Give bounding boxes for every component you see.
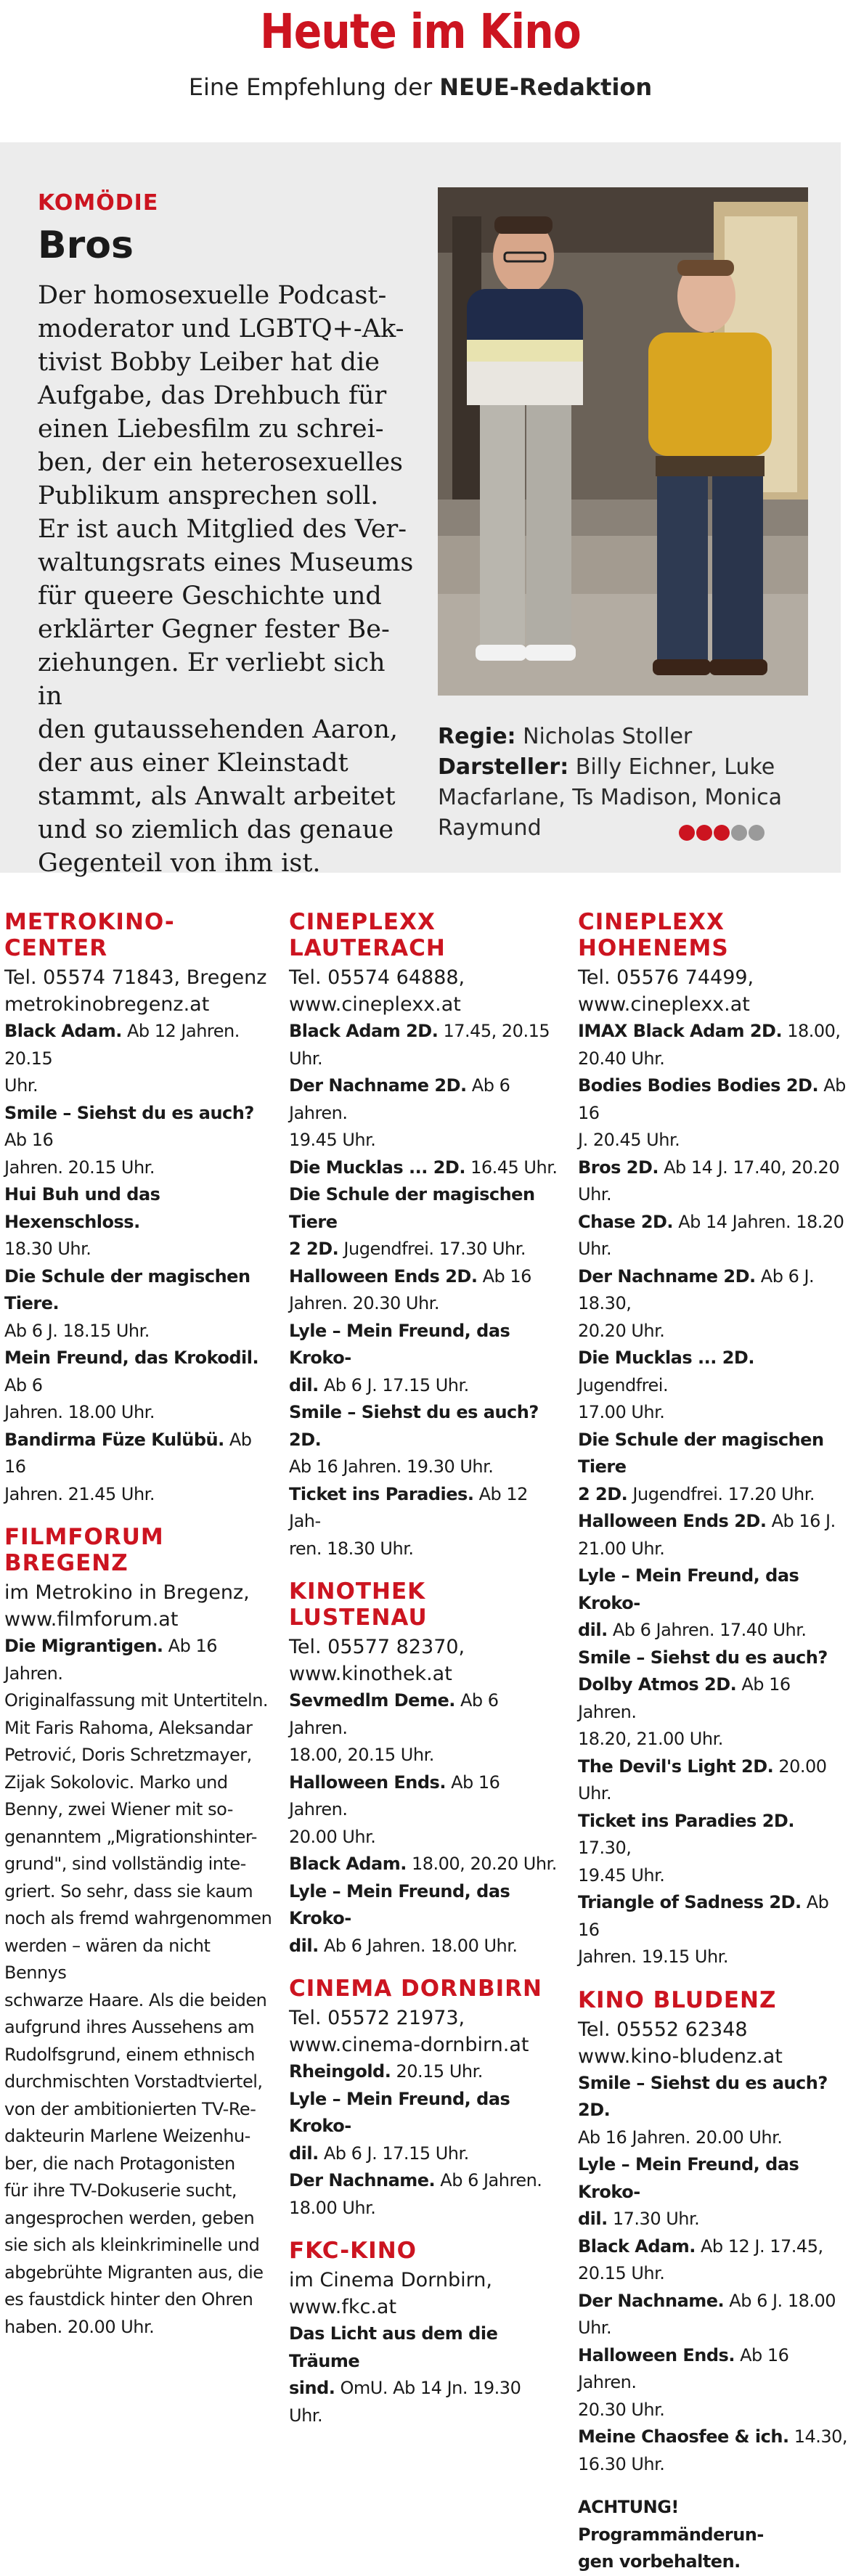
cast-value: Billy Eichner, Luke Macfarlane, Ts Madison, Monica Raymund	[438, 754, 783, 841]
section-gap	[4, 1508, 274, 1524]
film-title: Smile – Siehst du es auch?	[4, 1102, 254, 1123]
screening-entry	[578, 2494, 848, 2576]
film-title: Lyle – Mein Freund, das Kroko- dil.	[578, 1565, 799, 1640]
screening-details: Ab 16 Jahren. 20.00 Uhr.	[578, 2127, 783, 2148]
screening-details: Ab 6 J. 18.15 Uhr.	[4, 1320, 150, 1341]
cinema-name: FILMFORUM BREGENZ	[4, 1524, 164, 1576]
rating-dot-filled	[679, 825, 695, 841]
screening-details: Ab 6 J. 18.00 Uhr.	[578, 2290, 836, 2338]
cinema-section	[289, 909, 559, 1562]
film-title: Die Migrantigen.	[4, 1636, 163, 1656]
film-title: ACHTUNG! Programmänderun- gen vorbehalten.	[578, 2497, 764, 2572]
film-title: Der Nachname 2D.	[289, 1075, 467, 1096]
film-title: Rheingold.	[289, 2061, 391, 2082]
screening-entry	[578, 1209, 848, 1263]
film-title: Smile – Siehst du es auch? 2D.	[289, 1402, 539, 1450]
feature-genre: KOMÖDIE	[38, 190, 159, 216]
screening-details: 18.00, 20.20 Uhr.	[406, 1854, 557, 1874]
film-title: Die Mucklas ... 2D.	[578, 1348, 754, 1368]
screening-entry	[4, 1181, 274, 1263]
screening-details: Ab 14 J. 17.40, 20.20 Uhr.	[578, 1157, 840, 1205]
screening-details: Ab 16 Jahren. 21.45 Uhr.	[4, 1429, 252, 1504]
section-gap	[289, 1960, 559, 1976]
screening-list	[4, 1018, 274, 1508]
screening-entry	[289, 1018, 559, 1072]
screening-list	[289, 2320, 559, 2429]
cinema-contact: Tel. 05572 21973, www.cinema-dornbirn.at	[289, 2007, 529, 2056]
screening-entry	[578, 1562, 848, 1644]
screening-entry	[289, 1769, 559, 1851]
screening-entry	[578, 1889, 848, 1971]
screening-entry	[578, 2233, 848, 2288]
rating-dot-filled	[714, 825, 730, 841]
cinema-name: CINEMA DORNBIRN	[289, 1976, 542, 2002]
page-title: Heute im Kino	[260, 4, 581, 60]
film-title: Black Adam 2D.	[289, 1021, 439, 1041]
film-title: Smile – Siehst du es auch? 2D.	[578, 2072, 828, 2120]
screening-entry	[578, 2342, 848, 2424]
rating-dot-filled	[696, 825, 712, 841]
screening-entry	[289, 1318, 559, 1400]
screening-entry	[289, 1878, 559, 1960]
screening-details: 17.30, 19.45 Uhr.	[578, 1838, 665, 1886]
screening-entry	[578, 2288, 848, 2342]
screening-list	[578, 2494, 848, 2576]
screening-entry	[289, 1399, 559, 1481]
screening-list	[578, 1018, 848, 1971]
screening-details: 14.30, 16.30 Uhr.	[578, 2426, 848, 2474]
screening-entry	[578, 1154, 848, 1209]
cinema-section	[578, 2494, 848, 2576]
film-title: IMAX Black Adam 2D.	[578, 1021, 783, 1041]
screening-details: 16.45 Uhr.	[465, 1157, 558, 1178]
screening-details: Ab 6 J. 18.30, 20.20 Uhr.	[578, 1265, 815, 1341]
film-title: Die Schule der magischen Tiere.	[4, 1265, 250, 1313]
film-title: Bandirma Füze Kulübü.	[4, 1429, 224, 1450]
screening-entry	[578, 2070, 848, 2152]
screening-entry	[289, 1181, 559, 1263]
film-title: Black Adam.	[4, 1021, 122, 1041]
screening-entry	[289, 1263, 559, 1318]
screening-entry	[578, 2151, 848, 2233]
cinema-section	[289, 1578, 559, 1960]
subtitle-brand: NEUE-Redaktion	[439, 73, 653, 101]
screening-details: Ab 16 J. 20.45 Uhr.	[578, 1075, 846, 1150]
screening-entry	[578, 1427, 848, 1509]
screening-entry	[289, 2058, 559, 2086]
screening-entry	[578, 1263, 848, 1345]
film-title: Sevmedlm Deme.	[289, 1690, 455, 1711]
film-title: Das Licht aus dem die Träume sind.	[289, 2323, 498, 2398]
film-title: Mein Freund, das Krokodil.	[4, 1348, 259, 1368]
film-title: Black Adam.	[578, 2235, 696, 2257]
screening-details: Ab 16 J. 21.00 Uhr.	[578, 1511, 836, 1559]
screening-details: 20.15 Uhr.	[391, 2061, 483, 2082]
film-title: Triangle of Sadness 2D.	[578, 1892, 802, 1912]
screening-details: OmU. Ab 14 Jn. 19.30 Uhr.	[289, 2378, 521, 2426]
film-title: Die Schule der magischen Tiere 2 2D.	[578, 1429, 824, 1504]
film-title: Lyle – Mein Freund, das Kroko- dil.	[289, 1880, 510, 1956]
cinema-contact: Tel. 05577 82370, www.kinothek.at	[289, 1636, 465, 1685]
screening-details: 17.45, 20.15 Uhr.	[289, 1021, 550, 1069]
listing-column-1	[4, 909, 274, 2341]
film-title: Chase 2D.	[578, 1211, 674, 1232]
cinema-section	[289, 1976, 559, 2222]
feature-title: Bros	[38, 224, 134, 267]
screening-entry	[289, 1687, 559, 1769]
screening-details: Ab 14 Jahren. 18.20 Uhr.	[578, 1211, 844, 1259]
listing-column-3	[578, 909, 848, 2576]
cinema-name: FKC-KINO	[289, 2238, 417, 2264]
screening-entry	[578, 1808, 848, 1890]
film-title: Lyle – Mein Freund, das Kroko- dil.	[578, 2154, 799, 2229]
screening-entry	[578, 1345, 848, 1427]
rating-dot-empty	[731, 825, 747, 841]
rating-dot-empty	[749, 825, 765, 841]
film-title: Der Nachname 2D.	[578, 1265, 756, 1287]
screening-entry	[289, 1851, 559, 1878]
screening-details: Ab 6 J. 17.15 Uhr.	[318, 2143, 469, 2164]
screening-details: Ab 6 Jahren. 18.00 Uhr.	[289, 2170, 542, 2218]
screening-details: Ab 16 Jahren. 19.30 Uhr.	[289, 1456, 494, 1477]
film-title: Hui Buh und das Hexenschloss.	[4, 1184, 160, 1232]
director-value: Nicholas Stoller	[523, 724, 693, 749]
cinema-contact: im Metrokino in Bregenz, www.filmforum.at	[4, 1581, 250, 1631]
section-gap	[578, 1971, 848, 1987]
screening-list	[4, 1633, 274, 2341]
screening-entry	[578, 2424, 848, 2478]
screening-list	[289, 1018, 559, 1562]
screening-entry	[289, 1154, 559, 1182]
screening-details: Ab 6 Jahren. 19.45 Uhr.	[289, 1075, 510, 1150]
screening-entry	[289, 1072, 559, 1154]
film-title: The Devil's Light 2D.	[578, 1756, 774, 1777]
screening-details: Ab 16 Jahren. 20.15 Uhr.	[4, 1130, 155, 1178]
screening-list	[289, 2058, 559, 2222]
film-title: Smile – Siehst du es auch? Dolby Atmos 2D.	[578, 1647, 828, 1695]
screening-entry	[4, 1263, 274, 1345]
film-title: Die Mucklas ... 2D.	[289, 1157, 465, 1178]
screening-details: Ab 12 Jahren. 20.15 Uhr.	[4, 1021, 240, 1096]
screening-details: Ab 16 Jahren. 20.00 Uhr.	[289, 1772, 500, 1847]
screening-entry	[289, 2320, 559, 2429]
screening-details: 18.30 Uhr.	[4, 1239, 91, 1259]
film-title: Bros 2D.	[578, 1157, 659, 1178]
film-title: Lyle – Mein Freund, das Kroko- dil.	[289, 1320, 510, 1395]
screening-entry	[578, 1753, 848, 1808]
listing-column-2	[289, 909, 559, 2429]
cinema-section	[578, 909, 848, 1971]
cinema-section	[4, 909, 274, 1508]
screening-entry	[289, 1481, 559, 1563]
screening-details: Ab 12 J. 17.45, 20.15 Uhr.	[578, 2235, 823, 2283]
film-title: Meine Chaosfee & ich.	[578, 2426, 789, 2447]
screening-entry	[578, 1072, 848, 1154]
film-title: Der Nachname.	[578, 2290, 725, 2311]
screening-list	[289, 1687, 559, 1960]
screening-entry	[4, 1345, 274, 1427]
screening-entry	[578, 1018, 848, 1072]
screening-entry	[578, 1508, 848, 1562]
film-still-photo	[438, 187, 808, 696]
cinema-contact: Tel. 05574 71843, Bregenz metrokinobregenz.at	[4, 966, 267, 1016]
film-title: Halloween Ends 2D.	[289, 1265, 478, 1287]
screening-details: 18.00, 20.40 Uhr.	[578, 1021, 841, 1069]
film-still-illustration	[438, 187, 808, 696]
cinema-name: CINEPLEXX LAUTERACH	[289, 909, 446, 961]
cinema-name: METROKINO- CENTER	[4, 909, 175, 961]
screening-details: 20.00 Uhr.	[578, 1756, 827, 1803]
page-header	[0, 0, 841, 116]
page-subtitle	[0, 73, 841, 102]
film-title: Ticket ins Paradies 2D.	[578, 1810, 794, 1831]
film-title: Halloween Ends.	[578, 2344, 735, 2365]
screening-details: Ab 16 Jahren. 18.20, 21.00 Uhr.	[578, 1674, 791, 1749]
cinema-section	[4, 1524, 274, 2341]
film-title: Bodies Bodies Bodies 2D.	[578, 1075, 819, 1096]
film-title: Lyle – Mein Freund, das Kroko- dil.	[289, 2088, 510, 2164]
screening-details: 17.30 Uhr.	[607, 2209, 700, 2229]
director-label: Regie:	[438, 724, 516, 749]
screening-entry	[289, 2167, 559, 2222]
film-title: Der Nachname.	[289, 2170, 436, 2190]
screening-details: Jugendfrei. 17.20 Uhr.	[627, 1483, 815, 1504]
screening-details: Ab 6 Jahren. 18.00 Uhr.	[318, 1935, 518, 1956]
screening-details: Ab 16 Jahren. 20.30 Uhr.	[578, 2344, 789, 2420]
section-gap	[289, 2222, 559, 2238]
cinema-name: KINO BLUDENZ	[578, 1986, 777, 2013]
screening-details: Ab 12 Jah- ren. 18.30 Uhr.	[289, 1483, 528, 1559]
screening-entry	[4, 1427, 274, 1509]
film-title: Ticket ins Paradies.	[289, 1483, 474, 1504]
rating-dots	[679, 822, 765, 844]
section-gap	[289, 1562, 559, 1578]
feature-synopsis: Der homosexuelle Podcast- moderator und LGBTQ+-Ak- tivist Bobby Leiber hat die Aufgabe, das Drehbuch für einen Liebesfilm zu schrei- ben, der ein heterosexuelles Publikum ansprechen soll. Er ist auch Mitglied des Ver- waltungsrats eines Museums für queere Geschichte und erklärter Gegner fester Be- ziehungen. Er verliebt sich in den gutaussehenden Aaron, der aus einer Kleinstadt stammt, als Anwalt arbeitet und so ziemlich das genaue Gegenteil von ihm ist.	[38, 281, 414, 878]
cinema-name: CINEPLEXX HOHENEMS	[578, 909, 729, 961]
screening-entry	[4, 1100, 274, 1182]
cinema-name: KINOTHEK LUSTENAU	[289, 1578, 428, 1631]
screening-entry	[578, 1644, 848, 1753]
screening-details: Ab 6 Jahren. 18.00, 20.15 Uhr.	[289, 1690, 499, 1765]
cinema-contact: Tel. 05574 64888, www.cineplexx.at	[289, 966, 465, 1016]
screening-details: Ab 6 Jahren. 17.40 Uhr.	[607, 1620, 807, 1640]
screening-entry	[289, 2086, 559, 2168]
cinema-contact: Tel. 05576 74499, www.cineplexx.at	[578, 966, 754, 1016]
subtitle-prefix: Eine Empfehlung der	[188, 73, 440, 101]
film-title: Halloween Ends.	[289, 1772, 446, 1793]
screening-details: Ab 6 Jahren. 18.00 Uhr.	[4, 1374, 155, 1422]
screening-entry	[4, 1018, 274, 1100]
film-title: Die Schule der magischen Tiere 2 2D.	[289, 1184, 535, 1259]
screening-details: Ab 16 Jahren. 20.30 Uhr.	[289, 1265, 531, 1313]
screening-details: Jugendfrei. 17.30 Uhr.	[338, 1239, 526, 1259]
screening-details: Ab 16 Jahren. 19.15 Uhr.	[578, 1892, 829, 1967]
screening-list	[578, 2070, 848, 2479]
section-gap	[578, 2478, 848, 2494]
cinema-section	[289, 2238, 559, 2429]
cast-label: Darsteller:	[438, 754, 569, 780]
cinema-contact: Tel. 05552 62348 www.kino-bludenz.at	[578, 2018, 783, 2068]
film-title: Halloween Ends 2D.	[578, 1511, 767, 1531]
cinema-section	[578, 1987, 848, 2479]
film-title: Black Adam.	[289, 1854, 407, 1874]
screening-details: Ab 16 Jahren. Originalfassung mit Untertiteln. Mit Faris Rahoma, Aleksandar Petrović, Doris Schretzmayer, Zijak Sokolovic. Marko und Benny, zwei Wiener mit so- genanntem „Migrationshinter- grund", sind vollständig inte- griert. So sehr, dass sie kaum noch als fremd wahrgenommen werden – wären da nicht Bennys schwarze Haare. Als die beiden aufgrund ihres Aussehens am Rudolfsgrund, einem ethnisch durchmischten Vorstadtviertel, von der ambitionierten TV-Re- dakteurin Marlene Weizenhu- ber, die nach Protagonisten für ihre TV-Dokuserie sucht, angesprochen werden, geben sie sich als kleinkriminelle und abgebrühte Migranten aus, die es faustdick hinter den Ohren haben. 20.00 Uhr.	[4, 1636, 272, 2337]
screening-entry	[4, 1633, 274, 2341]
screening-details: Ab 6 J. 17.15 Uhr.	[318, 1374, 469, 1395]
cinema-contact: im Cinema Dornbirn, www.fkc.at	[289, 2269, 492, 2318]
screening-details: Jugendfrei. 17.00 Uhr.	[578, 1374, 669, 1422]
